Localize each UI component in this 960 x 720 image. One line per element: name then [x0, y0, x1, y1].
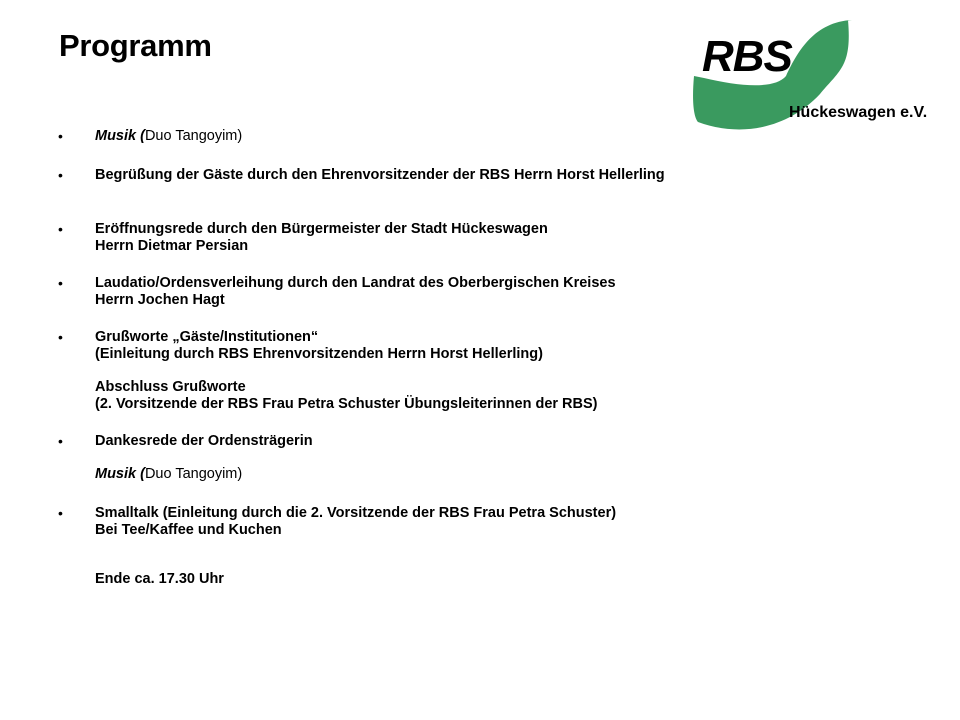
program-item-opening-speech: Eröffnungsrede durch den Bürgermeister der Stadt Hückeswagen [95, 221, 548, 237]
bullet-marker: • [58, 433, 63, 449]
item-text: Duo Tangoyim) [144, 128, 243, 144]
logo-wordmark: RBS [702, 32, 792, 81]
item-text: Duo Tangoyim) [144, 466, 243, 482]
bullet-marker: • [58, 221, 63, 237]
logo-subtitle: Hückeswagen e.V. [789, 104, 928, 121]
program-item-greetings: Grußworte „Gäste/Institutionen“ [95, 329, 319, 345]
program-item-greetings-close-detail: (2. Vorsitzende der RBS Frau Petra Schuster Übungsleiterinnen der RBS) [95, 396, 598, 412]
program-item-smalltalk: Smalltalk (Einleitung durch die 2. Vorsitzende der RBS Frau Petra Schuster) [95, 505, 617, 521]
slide-title: Programm [59, 28, 212, 63]
program-end-time: Ende ca. 17.30 Uhr [95, 571, 224, 587]
bullet-marker: • [58, 275, 63, 291]
item-text-italic: Musik ( [95, 128, 145, 144]
rbs-logo [690, 18, 940, 136]
program-item-greetings-close: Abschluss Grußworte [95, 379, 246, 395]
bullet-marker: • [58, 167, 63, 183]
program-item-greetings-intro: (Einleitung durch RBS Ehrenvorsitzenden Herrn Horst Hellerling) [95, 346, 543, 362]
program-item-laudatio: Laudatio/Ordensverleihung durch den Landrat des Oberbergischen Kreises [95, 275, 616, 291]
program-item-smalltalk-detail: Bei Tee/Kaffee und Kuchen [95, 522, 282, 538]
bullet-marker: • [58, 329, 63, 345]
program-item-welcome: Begrüßung der Gäste durch den Ehrenvorsitzender der RBS Herrn Horst Hellerling [95, 167, 665, 183]
bullet-marker: • [58, 505, 63, 521]
program-item-music [95, 127, 242, 145]
program-item-laudatio-speaker: Herrn Jochen Hagt [95, 292, 225, 308]
program-item-opening-speaker: Herrn Dietmar Persian [95, 238, 249, 254]
program-item-music-2 [95, 465, 242, 483]
bullet-marker: • [58, 128, 63, 144]
item-text-italic: Musik ( [95, 466, 145, 482]
program-item-thanks-speech: Dankesrede der Ordensträgerin [95, 433, 313, 449]
